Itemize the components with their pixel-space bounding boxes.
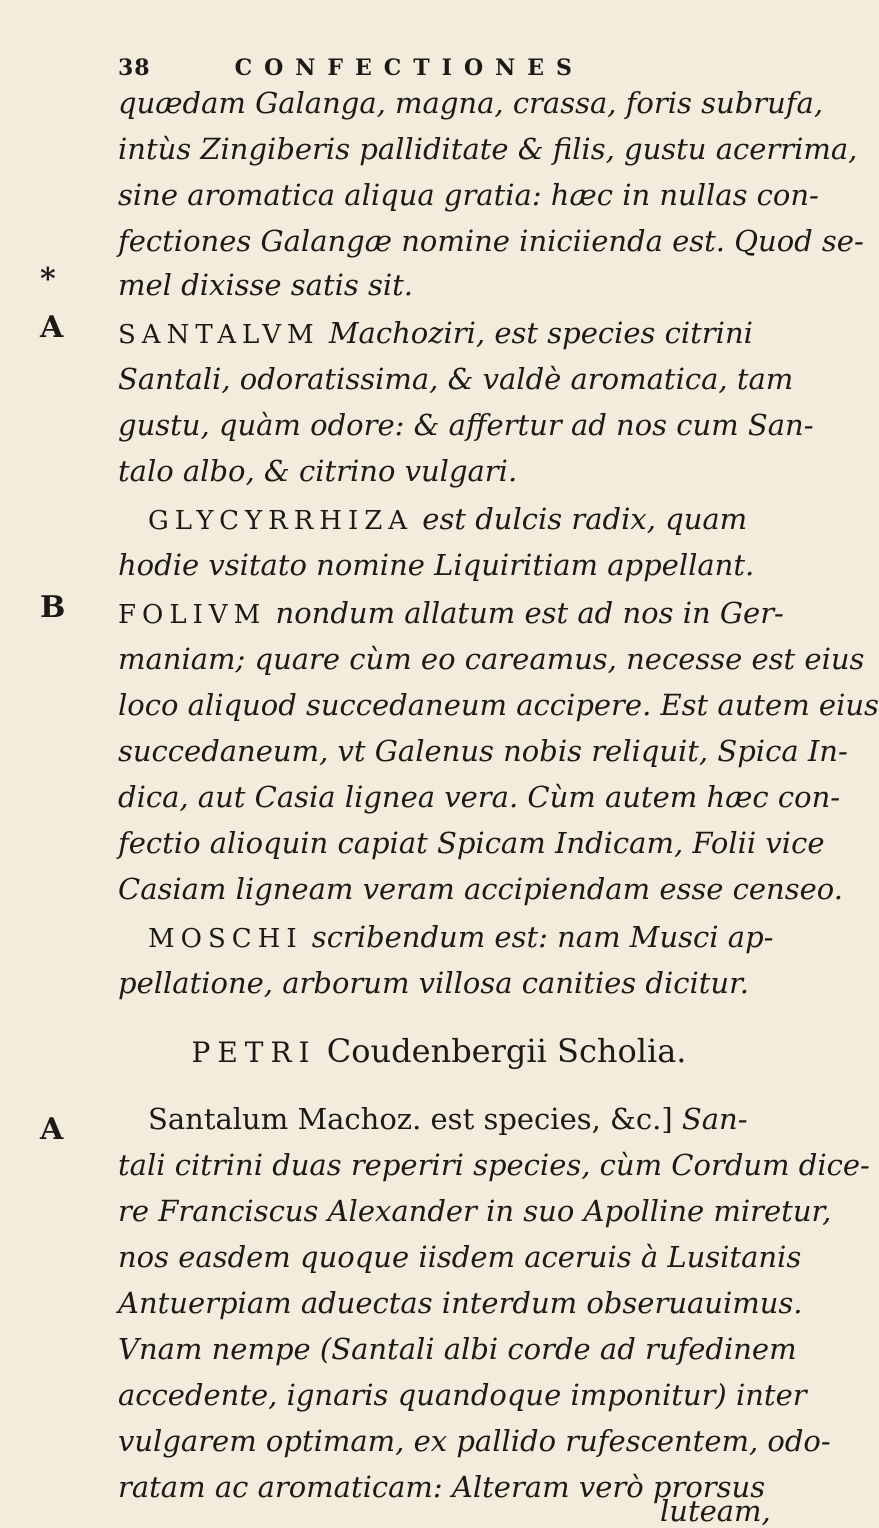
text-line: re Franciscus Alexander in suo Apolline miretur, (118, 1194, 832, 1228)
text-line: nos easdem quoque iisdem aceruis à Lusitanis (118, 1240, 802, 1274)
text-line (148, 496, 782, 542)
text-line: Antuerpiam aduectas interdum obseruauimus. (118, 1286, 803, 1320)
text-line (148, 1096, 782, 1142)
text-line: accedente, ignaris quandoque imponitur) inter (118, 1378, 807, 1412)
running-title: CONFECTIONES (234, 55, 584, 81)
page-number: 38 (118, 55, 151, 81)
small-caps-term: MOSCHI (148, 924, 303, 954)
text-line-rest: est dulcis radix, quam (413, 502, 748, 536)
small-caps-term: SANTALVM (118, 320, 320, 350)
text-line: pellatione, arborum villosa canities dicitur. (118, 966, 749, 1000)
text-line: dica, aut Casia lignea vera. Cùm autem hæc con- (118, 780, 841, 814)
text-line: talo albo, & citrino vulgari. (118, 454, 518, 488)
text-line: mel dixisse satis sit. (118, 268, 413, 302)
text-line: Vnam nempe (Santali albi corde ad rufedinem (118, 1332, 797, 1366)
text-line: vulgarem optimam, ex pallido rufescentem, odo- (118, 1424, 831, 1458)
text-line: tali citrini duas reperiri species, cùm Cordum dice- (118, 1148, 870, 1182)
text-line-rest: scribendum est: nam Musci ap- (302, 920, 774, 954)
scholia-heading (118, 1026, 760, 1076)
text-line: sine aromatica aliqua gratia: hæc in nullas con- (118, 178, 819, 212)
text-line: fectio alioquin capiat Spicam Indicam, Folii vice (118, 826, 825, 860)
text-line-rest: nondum allatum est ad nos in Ger- (266, 596, 784, 630)
text-line (118, 310, 782, 356)
small-caps-term: GLYCYRRHIZA (148, 506, 414, 536)
text-line: Casiam ligneam veram accipiendam esse censeo. (118, 872, 843, 906)
text-line: maniam; quare cùm eo careamus, necesse est eius (118, 642, 865, 676)
text-line: intùs Zingiberis palliditate & filis, gustu acerrima, (118, 132, 858, 166)
margin-letter-a: A (40, 1112, 64, 1147)
heading-rest: Coudenbergii Scholia. (316, 1032, 687, 1070)
text-line: quædam Galanga, magna, crassa, foris subrufa, (118, 86, 824, 120)
margin-asterisk: * (40, 262, 56, 297)
text-line: hodie vsitato nomine Liquiritiam appellant. (118, 548, 755, 582)
catchword: luteam, (660, 1494, 771, 1528)
margin-letter-b: B (40, 590, 66, 625)
text-line: Santali, odoratissima, & valdè aromatica, tam (118, 362, 794, 396)
text-line (148, 914, 782, 960)
text-line (118, 590, 782, 636)
text-line: fectiones Galangæ nomine iniciienda est. Quod se- (118, 224, 864, 258)
text-line-rest: Machoziri, est species citrini (319, 316, 753, 350)
margin-letter-a: A (40, 310, 64, 345)
text-line: succedaneum, vt Galenus nobis reliquit, Spica In- (118, 734, 848, 768)
lemma: Santalum Machoz. est species, &c.] (148, 1102, 673, 1136)
text-line: gustu, quàm odore: & affertur ad nos cum San- (118, 408, 814, 442)
text-line: ratam ac aromaticam: Alteram verò prorsus (118, 1470, 766, 1504)
text-line-rest: San- (672, 1102, 748, 1136)
heading-caps: PETRI (191, 1036, 317, 1069)
small-caps-term: FOLIVM (118, 600, 267, 630)
text-line: loco aliquod succedaneum accipere. Est autem eius (118, 688, 879, 722)
